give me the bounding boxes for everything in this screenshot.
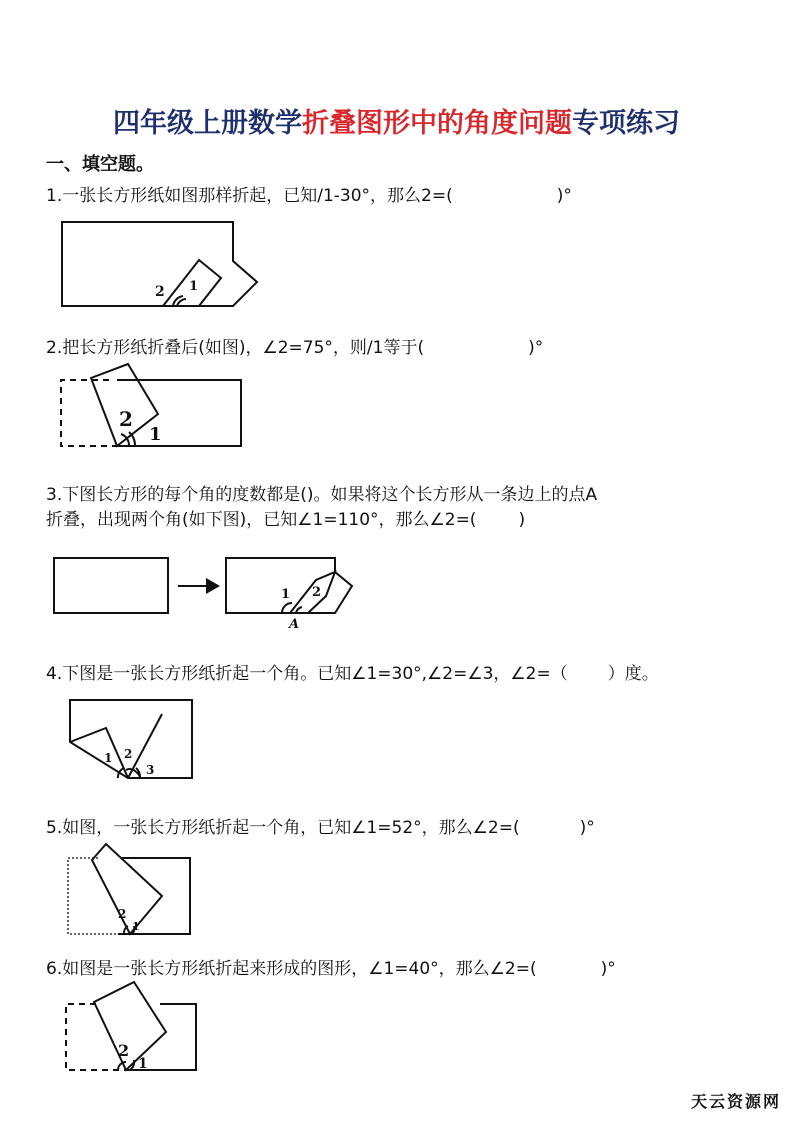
question-3-line-2: [46, 505, 525, 530]
question-2-end: )°: [528, 338, 544, 358]
label-angle-2: 2: [119, 407, 133, 431]
figure-2: [55, 360, 247, 452]
question-3-end: ): [518, 510, 526, 530]
question-5-end: )°: [579, 818, 595, 838]
question-6: [46, 954, 616, 979]
label-angle-2: 2: [118, 1041, 130, 1060]
title-part-2: 折叠图形中的角度问题: [302, 108, 572, 139]
question-5-text: 5.如图，一张长方形纸折起一个角，已知∠1=52°，那么∠2=(: [46, 818, 520, 838]
rectangle-original: [54, 558, 168, 613]
label-angle-1: 1: [189, 279, 199, 294]
label-angle-2: 2: [118, 907, 127, 921]
question-4: [46, 659, 659, 684]
question-2: [46, 333, 543, 358]
label-angle-1: 1: [104, 751, 113, 765]
label-angle-1: 1: [138, 1056, 148, 1072]
label-angle-2: 2: [312, 585, 322, 600]
label-angle-3: 3: [146, 763, 155, 777]
label-angle-2: 2: [155, 284, 165, 300]
title-part-1: 四年级上册数学: [113, 108, 302, 139]
question-4-text: 4.下图是一张长方形纸折起一个角。已知∠1=30°,∠2=∠3，∠2=（: [46, 664, 568, 684]
figure-5: [64, 842, 194, 938]
figure-4: [66, 696, 196, 782]
question-3-line-1: 3.下图长方形的每个角的度数都是()。如果将这个长方形从一条边上的点A: [46, 485, 598, 505]
page-title: [0, 101, 793, 140]
title-part-3: 专项练习: [572, 108, 680, 139]
question-3-text: 折叠，出现两个角(如下图)，已知∠1=110°，那么∠2=(: [46, 510, 477, 530]
label-angle-1: 1: [132, 920, 140, 933]
watermark: 天云资源网: [690, 1092, 781, 1111]
label-angle-2: 2: [124, 747, 133, 761]
figure-1: [55, 216, 245, 312]
label-point-a: A: [289, 617, 300, 632]
label-angle-1: 1: [149, 424, 162, 445]
question-1: [46, 181, 572, 206]
question-1-end: )°: [556, 186, 572, 206]
label-angle-1: 1: [281, 587, 291, 602]
question-1-text: 1.一张长方形纸如图那样折起，已知/1-30°，那么2=(: [46, 186, 453, 206]
question-6-end: )°: [600, 959, 616, 979]
question-2-text: 2.把长方形纸折叠后(如图)，∠2=75°，则/1等于(: [46, 338, 425, 358]
arrow-head-icon: [206, 578, 220, 594]
section-heading: 一、填空题。: [46, 154, 154, 175]
figure-6: [62, 980, 200, 1074]
question-6-text: 6.如图是一张长方形纸折起来形成的图形，∠1=40°，那么∠2=(: [46, 959, 537, 979]
question-4-end: ）度。: [607, 664, 659, 684]
figure-3: [52, 552, 372, 632]
question-5: [46, 813, 595, 838]
